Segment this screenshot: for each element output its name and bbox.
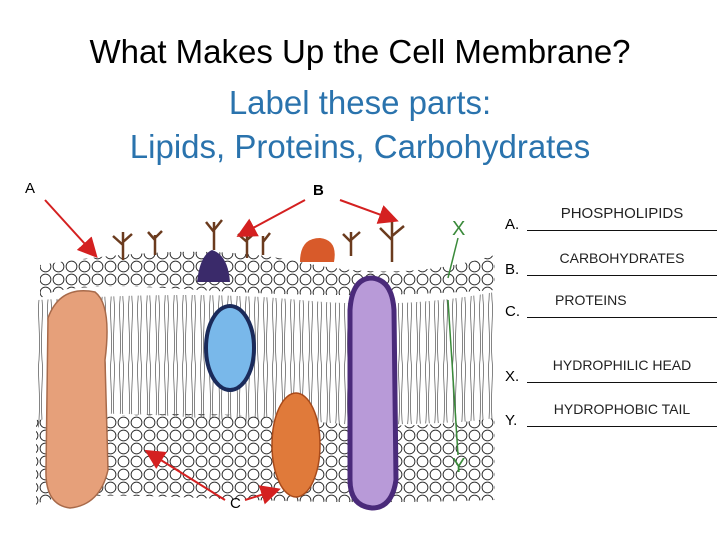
- answer-a: [505, 205, 717, 235]
- answer-letter: A.: [505, 216, 520, 233]
- answer-text: PROTEINS: [555, 292, 627, 308]
- answer-text: HYDROPHILIC HEAD: [552, 357, 692, 373]
- answer-letter: B.: [505, 261, 520, 278]
- answer-blank: [527, 230, 717, 231]
- answer-blank: [527, 426, 717, 427]
- tan-protein: [46, 291, 108, 508]
- answer-text: PHOSPHOLIPIDS: [560, 205, 684, 222]
- blue-protein: [206, 306, 254, 390]
- subtitle-line-2: Lipids, Proteins, Carbohydrates: [129, 128, 591, 165]
- answer-letter: Y.: [505, 412, 518, 429]
- orange-protein-top: [300, 238, 335, 262]
- answer-y: [505, 401, 717, 431]
- answer-letter: X.: [505, 368, 520, 385]
- purple-channel-protein: [350, 278, 396, 508]
- page-title: What Makes Up the Cell Membrane?: [89, 33, 631, 70]
- marker-b: B: [313, 182, 324, 199]
- orange-protein-bottom: [272, 393, 320, 497]
- answer-blank: [527, 317, 717, 318]
- marker-x: X: [452, 218, 466, 240]
- marker-y: Y: [452, 455, 466, 477]
- marker-a: A: [25, 180, 36, 197]
- answer-x: [505, 357, 717, 387]
- subtitle-line-1: Label these parts:: [228, 84, 492, 121]
- answer-blank: [527, 275, 717, 276]
- answer-text: CARBOHYDRATES: [559, 250, 685, 266]
- answer-blank: [527, 382, 717, 383]
- answer-b: [505, 250, 717, 280]
- answer-text: HYDROPHOBIC TAIL: [553, 401, 691, 417]
- answer-letter: C.: [505, 303, 520, 320]
- marker-c: C: [230, 495, 241, 512]
- answer-c: [505, 292, 717, 322]
